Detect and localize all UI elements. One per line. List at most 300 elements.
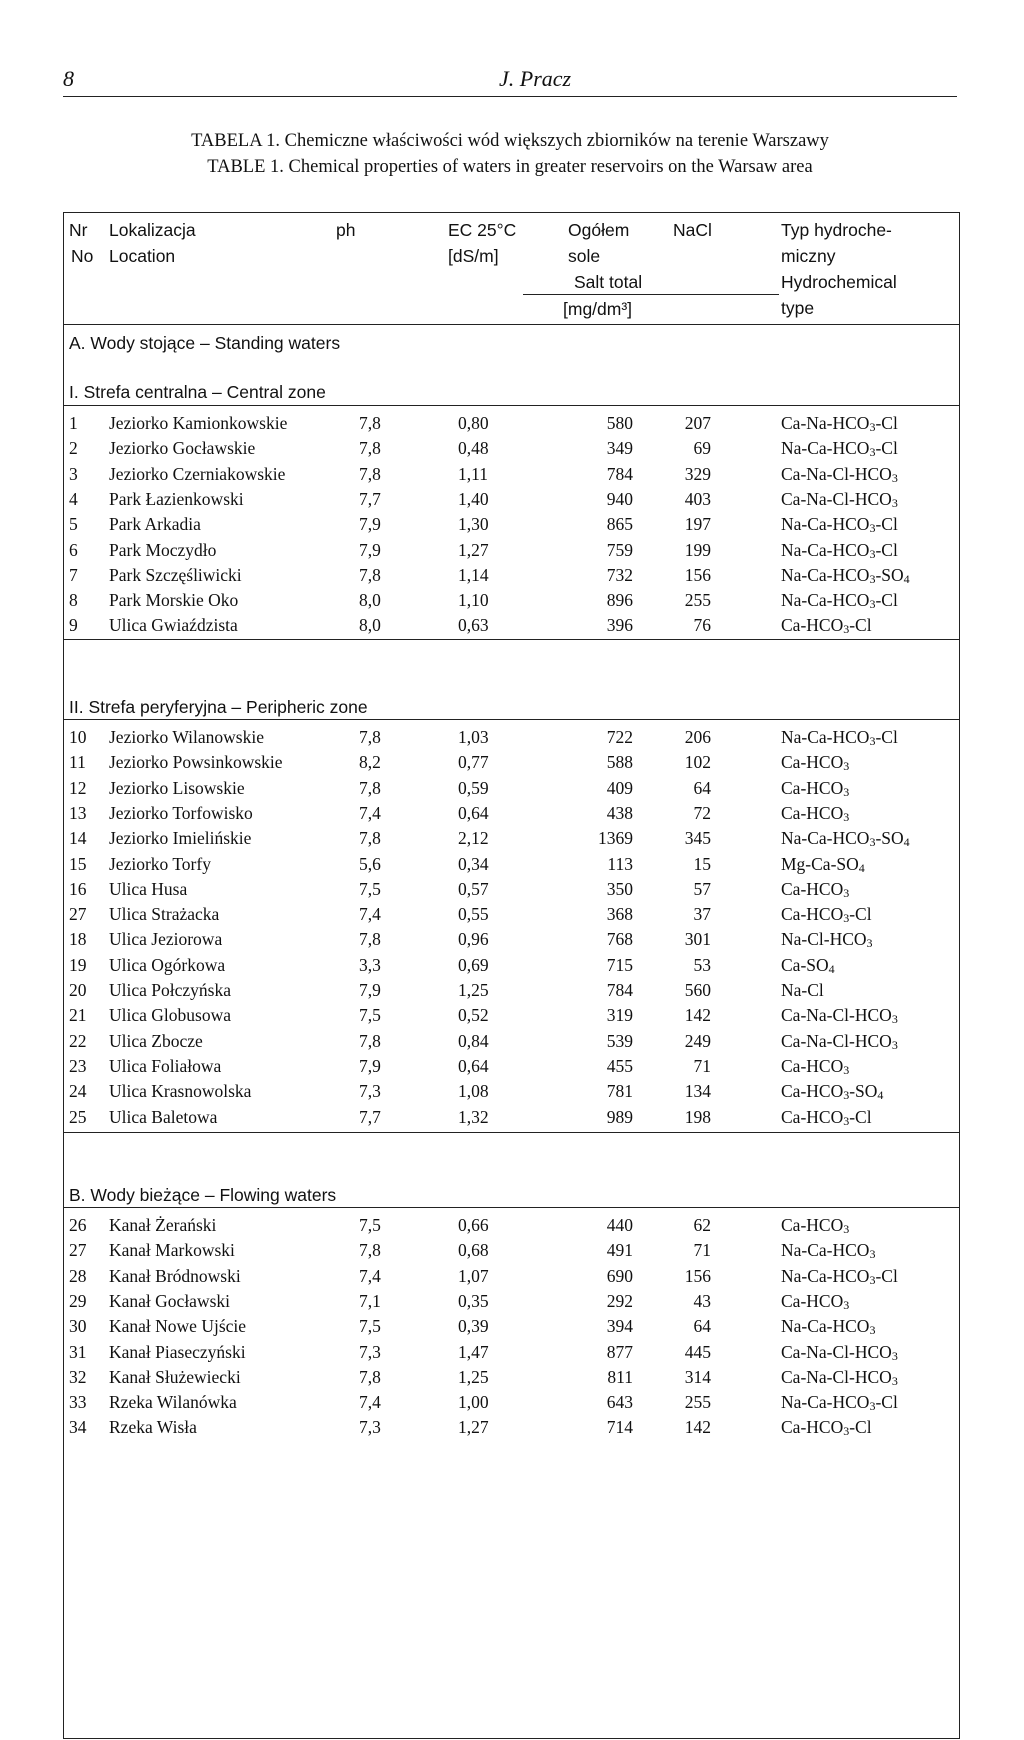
cell-ec: 0,52 [458,1005,489,1026]
cell-nacl: 142 [684,1005,711,1026]
cell-ph: 7,4 [359,904,381,925]
cell-hydrochemical-type: $Ca-HCO_3$ [781,777,850,799]
cell-location: Jeziorko Powsinkowskie [109,752,283,773]
cell-ec: 1,11 [458,463,488,484]
cell-ec: 1,08 [458,1081,489,1102]
cell-nacl: 71 [693,1055,711,1076]
cell-nacl: 142 [684,1417,711,1438]
cell-ec: 1,32 [458,1106,489,1127]
cell-salt-total: 1369 [598,828,633,849]
col-unit: [mg/dm³] [563,299,633,319]
cell-ph: 7,3 [359,1081,381,1102]
cell-ec: 0,66 [458,1215,489,1235]
page-number: 8 [63,66,74,91]
cell-ec: 1,25 [458,1366,489,1387]
cell-nacl: 64 [693,1316,711,1337]
cell-nr: 25 [69,1106,87,1127]
cell-ec: 0,77 [458,752,489,773]
cell-location: Park Morskie Oko [109,590,239,611]
cell-hydrochemical-type: $Na-Ca-HCO_3-Cl$ [781,727,898,748]
cell-nr: 33 [69,1392,87,1413]
cell-ph: 7,8 [359,1240,381,1261]
cell-ec: 0,80 [458,413,489,433]
cell-nacl: 249 [684,1030,711,1051]
cell-nr: 11 [69,752,86,773]
table-row [63,955,960,980]
cell-ec: 0,35 [458,1290,489,1311]
cell-ph: 7,3 [359,1417,381,1438]
cell-location: Ulica Połczyńska [109,980,231,1000]
cell-hydrochemical-type: $Ca-Na-Cl-HCO_3$ [781,1030,898,1052]
cell-nacl: 53 [693,954,711,975]
cell-nacl: 206 [684,727,711,747]
cell-nacl: 37 [693,904,711,925]
cell-location: Ulica Baletowa [109,1106,218,1127]
table-row [63,980,960,1005]
table-row [63,778,960,803]
cell-hydrochemical-type: $Na-Ca-HCO_3-SO_4$ [781,564,910,586]
table-row [63,514,960,539]
cell-location: Ulica Strażacka [109,904,220,925]
chemical-properties-table [63,212,960,1740]
cell-nr: 8 [69,590,78,611]
cell-ph: 7,9 [359,1055,381,1076]
cell-nacl: 134 [684,1081,711,1102]
table-caption-en: TABLE 1. Chemical properties of waters in greater reservoirs on the Warsaw area [207,157,813,177]
cell-ph: 7,9 [359,514,381,535]
cell-ec: 1,03 [458,727,489,747]
cell-hydrochemical-type: $Ca-HCO_3$ [781,1215,850,1236]
cell-hydrochemical-type: $Mg-Ca-SO_4$ [781,853,865,875]
cell-salt-total: 588 [606,752,633,773]
table-row [63,1005,960,1030]
cell-hydrochemical-type: $Na-Ca-HCO_3-Cl$ [781,539,898,561]
cell-salt-total: 643 [606,1392,633,1413]
cell-nacl: 329 [684,463,711,484]
header-bottom-rule [63,324,960,325]
cell-nr: 10 [69,727,87,747]
col-ec-unit: [dS/m] [448,246,499,266]
cell-location: Ulica Globusowa [109,1005,231,1026]
cell-salt-total: 722 [606,727,633,747]
cell-ph: 8,0 [359,615,381,636]
cell-ph: 7,8 [359,463,381,484]
cell-hydrochemical-type: $Ca-HCO_3-Cl$ [781,1106,872,1128]
cell-nacl: 15 [693,853,711,874]
col-nacl: NaCl [673,220,712,240]
running-header [63,62,957,97]
cell-ph: 7,7 [359,1106,381,1127]
cell-ec: 0,84 [458,1030,489,1051]
cell-hydrochemical-type: $Na-Ca-HCO_3-Cl$ [781,590,898,612]
section-standing-waters: A. Wody stojące – Standing waters [69,333,341,353]
cell-salt-total: 781 [606,1081,633,1102]
cell-ph: 7,8 [359,564,381,585]
cell-ec: 1,07 [458,1265,489,1286]
cell-salt-total: 811 [607,1366,633,1387]
table-row [63,590,960,615]
cell-salt-total: 440 [606,1215,633,1235]
cell-ec: 0,64 [458,802,489,823]
cell-ec: 1,14 [458,564,489,585]
cell-nacl: 64 [693,777,711,798]
cell-ec: 0,68 [458,1240,489,1261]
col-nr: Nr [69,220,88,240]
cell-nacl: 72 [693,802,711,823]
cell-ph: 7,9 [359,980,381,1000]
cell-nr: 31 [69,1341,87,1362]
table-row [63,879,960,904]
cell-salt-total: 768 [606,929,633,950]
cell-nr: 21 [69,1005,87,1026]
cell-ph: 7,3 [359,1341,381,1362]
cell-salt-total: 896 [606,590,633,611]
cell-nacl: 102 [684,752,711,773]
cell-ec: 2,12 [458,828,489,849]
cell-hydrochemical-type: $Ca-Na-Cl-HCO_3$ [781,488,898,510]
cell-ph: 7,8 [359,777,381,798]
col-location: Location [109,246,176,266]
cell-ec: 0,34 [458,853,489,874]
cell-nr: 20 [69,980,87,1000]
table-row [63,1031,960,1056]
cell-salt-total: 409 [606,777,633,798]
cell-ec: 0,57 [458,878,489,899]
cell-hydrochemical-type: $Na-Ca-HCO_3-SO_4$ [781,828,910,850]
cell-ec: 1,40 [458,488,489,509]
table-row [63,489,960,514]
cell-hydrochemical-type: $Ca-SO_4$ [781,954,835,976]
table-row [63,904,960,929]
cell-ph: 7,8 [359,828,381,849]
table-row [63,438,960,463]
cell-ph: 8,0 [359,590,381,611]
cell-hydrochemical-type: $Ca-HCO_3-Cl$ [781,904,872,926]
cell-location: Ulica Gwiaździsta [109,615,238,636]
cell-hydrochemical-type: $Ca-HCO_3-SO_4$ [781,1081,884,1103]
cell-nr: 7 [69,564,78,585]
cell-salt-total: 350 [606,878,633,899]
cell-hydrochemical-type: $Na-Ca-HCO_3-Cl$ [781,1265,898,1287]
cell-location: Kanał Nowe Ujście [109,1316,247,1337]
cell-salt-total: 715 [606,954,633,975]
col-ec: EC 25°C [448,220,517,240]
running-author: J. Pracz [499,66,572,91]
cell-nr: 3 [69,463,78,484]
cell-hydrochemical-type: $Na-Ca-HCO_3$ [781,1316,876,1338]
cell-ec: 0,69 [458,954,489,975]
cell-salt-total: 877 [606,1341,633,1362]
cell-nr: 30 [69,1316,87,1337]
table-row [63,752,960,777]
cell-salt-total: 784 [606,980,633,1000]
section-central-zone: I. Strefa centralna – Central zone [69,382,326,402]
cell-ec: 0,63 [458,615,489,636]
cell-ph: 5,6 [359,853,381,874]
cell-location: Jeziorko Imielińskie [109,828,252,849]
cell-location: Kanał Markowski [109,1240,235,1261]
cell-salt-total: 491 [606,1240,633,1261]
cell-ec: 0,96 [458,929,489,950]
cell-hydrochemical-type: $Na-Ca-HCO_3-Cl$ [781,438,898,460]
cell-nacl: 403 [684,488,711,509]
col-hydrochemical: Hydrochemical [781,272,897,292]
cell-ph: 7,8 [359,438,381,459]
cell-location: Ulica Ogórkowa [109,954,226,975]
cell-hydrochemical-type: $Ca-HCO_3$ [781,752,850,774]
cell-salt-total: 539 [606,1030,633,1051]
cell-ec: 1,27 [458,1417,489,1438]
cell-ph: 7,4 [359,802,381,823]
cell-salt-total: 438 [606,802,633,823]
cell-ph: 7,5 [359,878,381,899]
cell-hydrochemical-type: $Ca-HCO_3$ [781,1055,850,1077]
table-row [63,1240,960,1265]
cell-hydrochemical-type: $Ca-HCO_3-Cl$ [781,615,872,637]
cell-nr: 22 [69,1030,87,1051]
cell-nr: 28 [69,1265,87,1286]
cell-ec: 1,00 [458,1392,489,1413]
cell-ph: 7,5 [359,1215,381,1235]
central-zone-end-rule [63,639,960,640]
cell-nacl: 560 [684,980,711,1000]
cell-ec: 1,30 [458,514,489,535]
cell-location: Jeziorko Czerniakowskie [109,463,286,484]
table-row [63,464,960,489]
cell-nacl: 301 [684,929,711,950]
cell-nr: 27 [69,1240,87,1261]
cell-nr: 13 [69,802,87,823]
cell-location: Kanał Gocławski [109,1290,231,1311]
peripheric-zone-rule [63,719,960,720]
cell-nr: 24 [69,1081,87,1102]
cell-salt-total: 714 [606,1417,633,1438]
col-typ: Typ hydroche- [781,220,892,240]
cell-nr: 15 [69,853,87,874]
cell-nacl: 198 [684,1106,711,1127]
flowing-waters-rule [63,1207,960,1208]
cell-nacl: 69 [693,438,711,459]
table-row [63,929,960,954]
cell-hydrochemical-type: $Ca-Na-Cl-HCO_3$ [781,1341,898,1363]
cell-hydrochemical-type: Na-Cl [781,980,824,1000]
cell-hydrochemical-type: $Ca-Na-Cl-HCO_3$ [781,1005,898,1027]
cell-nr: 26 [69,1215,87,1235]
table-row [63,828,960,853]
cell-nr: 34 [69,1417,87,1438]
table-row [63,1107,960,1132]
cell-ec: 0,48 [458,438,489,459]
cell-location: Rzeka Wisła [109,1417,197,1438]
col-no: No [71,246,94,266]
peripheric-zone-end-rule [63,1132,960,1133]
cell-location: Ulica Krasnowolska [109,1081,252,1102]
cell-salt-total: 759 [606,539,633,560]
cell-ph: 7,8 [359,1366,381,1387]
cell-nacl: 43 [693,1290,711,1311]
cell-nacl: 62 [693,1215,711,1235]
cell-salt-total: 319 [606,1005,633,1026]
table-row [63,854,960,879]
table-row [63,413,960,438]
cell-nr: 32 [69,1366,87,1387]
cell-salt-total: 396 [606,615,633,636]
cell-ec: 1,10 [458,590,489,611]
table-row [63,727,960,752]
cell-hydrochemical-type: $Na-Ca-HCO_3$ [781,1240,876,1262]
table-row [63,565,960,590]
cell-nacl: 156 [684,564,711,585]
cell-ph: 7,8 [359,413,381,433]
cell-location: Park Szczęśliwicki [109,564,242,585]
cell-salt-total: 580 [606,413,633,433]
table-row [63,540,960,565]
cell-location: Jeziorko Torfy [109,853,211,874]
cell-nacl: 57 [693,878,711,899]
cell-ph: 7,8 [359,727,381,747]
cell-hydrochemical-type: $Ca-HCO_3$ [781,802,850,824]
cell-nr: 16 [69,878,87,899]
cell-ph: 7,7 [359,488,381,509]
cell-nr: 27 [69,904,87,925]
cell-location: Ulica Zbocze [109,1030,203,1051]
cell-ph: 7,5 [359,1316,381,1337]
cell-salt-total: 732 [606,564,633,585]
cell-ph: 3,3 [359,954,381,975]
cell-salt-total: 368 [606,904,633,925]
cell-nr: 12 [69,777,87,798]
cell-hydrochemical-type: $Ca-Na-HCO_3-Cl$ [781,413,898,434]
table-row [63,1056,960,1081]
cell-location: Jeziorko Torfowisko [109,802,253,823]
cell-nr: 18 [69,929,87,950]
cell-location: Jeziorko Wilanowskie [109,727,264,747]
cell-ec: 1,27 [458,539,489,560]
table-row [63,1215,960,1240]
cell-hydrochemical-type: $Na-Ca-HCO_3-Cl$ [781,514,898,536]
cell-nr: 5 [69,514,78,535]
cell-nr: 23 [69,1055,87,1076]
cell-ph: 7,1 [359,1290,381,1311]
cell-nacl: 345 [684,828,711,849]
table-row [63,615,960,640]
cell-nacl: 255 [684,590,711,611]
cell-nr: 1 [69,413,78,433]
table-row [63,1392,960,1417]
header-rule [523,294,779,295]
col-ph: ph [336,220,356,240]
table-row [63,803,960,828]
cell-nr: 4 [69,488,78,509]
section-flowing-waters: B. Wody bieżące – Flowing waters [69,1185,337,1205]
table-row [63,1266,960,1291]
cell-nacl: 197 [684,514,711,535]
cell-nr: 6 [69,539,78,560]
table-row [63,1291,960,1316]
cell-nr: 29 [69,1290,87,1311]
cell-salt-total: 394 [606,1316,633,1337]
cell-location: Jeziorko Kamionkowskie [109,413,288,433]
cell-nr: 14 [69,828,87,849]
cell-location: Kanał Piaseczyński [109,1341,246,1362]
cell-ec: 0,39 [458,1316,489,1337]
cell-nr: 19 [69,954,87,975]
cell-hydrochemical-type: $Ca-HCO_3-Cl$ [781,1417,872,1439]
cell-salt-total: 940 [606,488,633,509]
col-ogolem: Ogółem [568,220,630,240]
table-caption-pl: TABELA 1. Chemiczne właściwości wód większych zbiorników na terenie Warszawy [191,131,829,151]
cell-salt-total: 690 [606,1265,633,1286]
cell-nr: 2 [69,438,78,459]
col-type: type [781,298,815,318]
col-typ-cont: miczny [781,246,836,266]
cell-ph: 7,9 [359,539,381,560]
cell-ph: 7,8 [359,929,381,950]
cell-ph: 7,4 [359,1265,381,1286]
cell-ph: 7,8 [359,1030,381,1051]
cell-salt-total: 349 [606,438,633,459]
cell-hydrochemical-type: $Ca-Na-Cl-HCO_3$ [781,463,898,485]
cell-hydrochemical-type: $Ca-HCO_3$ [781,878,850,900]
cell-ph: 8,2 [359,752,381,773]
cell-hydrochemical-type: $Na-Ca-HCO_3-Cl$ [781,1392,898,1414]
cell-nacl: 255 [684,1392,711,1413]
cell-salt-total: 455 [606,1055,633,1076]
cell-nacl: 207 [684,413,711,433]
cell-hydrochemical-type: $Ca-HCO_3$ [781,1290,850,1312]
cell-location: Park Arkadia [109,514,201,535]
table-row [63,1081,960,1106]
table-row [63,1367,960,1392]
cell-nacl: 314 [684,1366,711,1387]
cell-ec: 0,59 [458,777,489,798]
cell-salt-total: 784 [606,463,633,484]
cell-location: Park Łazienkowski [109,488,244,509]
cell-hydrochemical-type: $Ca-Na-Cl-HCO_3$ [781,1366,898,1388]
cell-nr: 9 [69,615,78,636]
cell-location: Kanał Żerański [109,1215,217,1235]
cell-nacl: 156 [684,1265,711,1286]
cell-location: Park Moczydło [109,539,217,560]
cell-location: Jeziorko Gocławskie [109,438,256,459]
cell-location: Rzeka Wilanówka [109,1392,237,1413]
cell-salt-total: 865 [606,514,633,535]
col-sole: sole [568,246,601,266]
cell-ph: 7,5 [359,1005,381,1026]
cell-ec: 0,64 [458,1055,489,1076]
section-peripheric-zone: II. Strefa peryferyjna – Peripheric zone [69,697,368,717]
cell-nacl: 445 [684,1341,711,1362]
cell-nacl: 76 [693,615,711,636]
table-row [63,1316,960,1341]
cell-salt-total: 989 [606,1106,633,1127]
cell-ph: 7,4 [359,1392,381,1413]
cell-nacl: 199 [684,539,711,560]
cell-nacl: 71 [693,1240,711,1261]
table-row [63,1417,960,1442]
cell-location: Ulica Foliałowa [109,1055,222,1076]
cell-ec: 0,55 [458,904,489,925]
central-zone-rule [63,405,960,406]
cell-location: Kanał Bródnowski [109,1265,241,1286]
cell-hydrochemical-type: $Na-Cl-HCO_3$ [781,929,873,951]
cell-ec: 1,25 [458,980,489,1000]
cell-location: Jeziorko Lisowskie [109,777,245,798]
cell-salt-total: 292 [606,1290,633,1311]
cell-salt-total: 113 [607,853,633,874]
cell-location: Ulica Husa [109,878,188,899]
col-salt-total: Salt total [574,272,643,292]
